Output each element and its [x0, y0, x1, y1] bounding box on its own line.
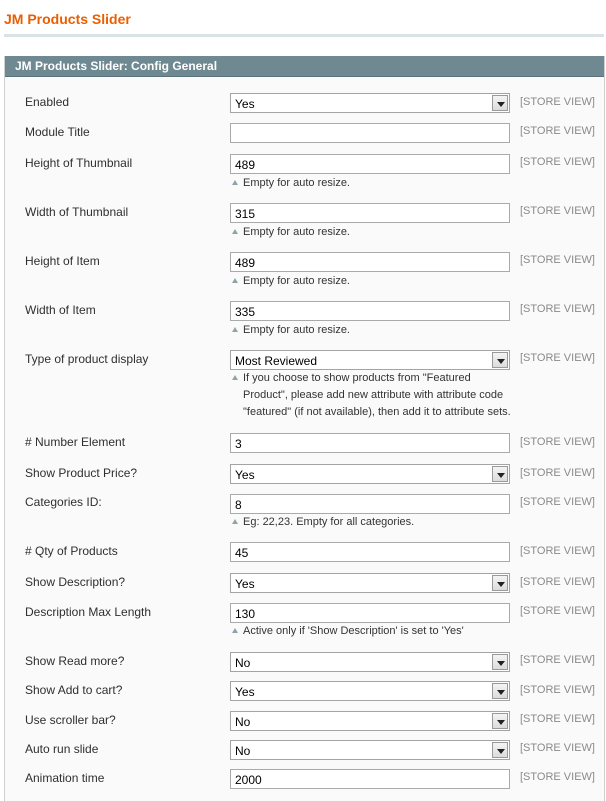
product-display-value: Most Reviewed	[235, 354, 318, 368]
number-element-value: 3	[235, 437, 242, 451]
width-thumbnail-note	[232, 224, 517, 241]
desc-max-length-input[interactable]	[230, 603, 510, 623]
module-title-scope: [STORE VIEW]	[520, 125, 595, 137]
desc-max-length-label: Description Max Length	[25, 605, 152, 619]
height-thumbnail-input[interactable]	[230, 154, 510, 174]
show-add-to-cart-select[interactable]	[230, 681, 510, 701]
show-read-more-scope: [STORE VIEW]	[520, 654, 595, 666]
chevron-down-icon[interactable]	[492, 654, 508, 670]
width-thumbnail-value: 315	[235, 207, 256, 221]
chevron-down-icon[interactable]	[492, 683, 508, 699]
desc-max-length-note	[232, 623, 517, 640]
width-item-label: Width of Item	[25, 303, 96, 317]
use-scroller-scope: [STORE VIEW]	[520, 713, 595, 725]
show-price-select[interactable]	[230, 464, 510, 484]
note-arrow-icon	[232, 327, 238, 332]
enabled-select[interactable]	[230, 93, 510, 113]
height-item-input[interactable]	[230, 252, 510, 272]
show-description-value: Yes	[235, 577, 255, 591]
height-item-label: Height of Item	[25, 254, 100, 268]
page-title: JM Products Slider	[4, 11, 131, 27]
height-thumbnail-label: Height of Thumbnail	[25, 156, 133, 170]
auto-run-select[interactable]	[230, 740, 510, 760]
qty-products-label: # Qty of Products	[25, 544, 118, 558]
animation-time-label: Animation time	[25, 771, 105, 785]
height-thumbnail-note	[232, 175, 517, 192]
note-arrow-icon	[232, 229, 238, 234]
chevron-down-icon[interactable]	[492, 742, 508, 758]
number-element-scope: [STORE VIEW]	[520, 436, 595, 448]
use-scroller-value: No	[235, 715, 251, 729]
use-scroller-label: Use scroller bar?	[25, 713, 116, 727]
auto-run-value: No	[235, 744, 251, 758]
enabled-value: Yes	[235, 97, 255, 111]
show-read-more-label: Show Read more?	[25, 654, 125, 668]
desc-max-length-scope: [STORE VIEW]	[520, 605, 595, 617]
enabled-scope: [STORE VIEW]	[520, 96, 595, 108]
show-add-to-cart-label: Show Add to cart?	[25, 683, 123, 697]
qty-products-scope: [STORE VIEW]	[520, 545, 595, 557]
product-display-note	[232, 370, 517, 421]
width-item-note	[232, 322, 517, 339]
note-text: Empty for auto resize.	[243, 275, 350, 287]
height-item-value: 489	[235, 256, 256, 270]
note-text: Empty for auto resize.	[243, 324, 350, 336]
note-text: Empty for auto resize.	[243, 226, 350, 238]
note-text: Active only if 'Show Description' is set to 'Yes'	[243, 625, 464, 637]
categories-id-scope: [STORE VIEW]	[520, 496, 595, 508]
use-scroller-select[interactable]	[230, 711, 510, 731]
show-price-label: Show Product Price?	[25, 466, 138, 480]
note-text: Empty for auto resize.	[243, 177, 350, 189]
categories-id-label: Categories ID:	[25, 495, 102, 509]
show-price-value: Yes	[235, 468, 255, 482]
desc-max-length-value: 130	[235, 607, 256, 621]
height-item-scope: [STORE VIEW]	[520, 254, 595, 266]
show-description-select[interactable]	[230, 573, 510, 593]
categories-id-input[interactable]	[230, 494, 510, 514]
categories-id-note	[232, 514, 517, 531]
enabled-label: Enabled	[25, 95, 70, 109]
show-description-label: Show Description?	[25, 575, 126, 589]
show-description-scope: [STORE VIEW]	[520, 576, 595, 588]
chevron-down-icon[interactable]	[492, 713, 508, 729]
auto-run-scope: [STORE VIEW]	[520, 742, 595, 754]
chevron-down-icon[interactable]	[492, 466, 508, 482]
width-thumbnail-label: Width of Thumbnail	[25, 205, 129, 219]
width-item-input[interactable]	[230, 301, 510, 321]
width-item-value: 335	[235, 305, 256, 319]
note-line-3: "featured" (if not available), then add it to attribute sets.	[243, 406, 511, 418]
height-thumbnail-scope: [STORE VIEW]	[520, 156, 595, 168]
module-title-input[interactable]	[230, 123, 510, 143]
categories-id-value: 8	[235, 498, 242, 512]
note-arrow-icon	[232, 375, 238, 380]
show-add-to-cart-value: Yes	[235, 685, 255, 699]
width-item-scope: [STORE VIEW]	[520, 303, 595, 315]
note-text: Eg: 22,23. Empty for all categories.	[243, 516, 415, 528]
show-read-more-value: No	[235, 656, 251, 670]
qty-products-value: 45	[235, 546, 249, 560]
height-item-note	[232, 273, 517, 290]
section-header[interactable]	[5, 56, 604, 77]
show-add-to-cart-scope: [STORE VIEW]	[520, 684, 595, 696]
qty-products-input[interactable]	[230, 542, 510, 562]
note-arrow-icon	[232, 519, 238, 524]
animation-time-value: 2000	[235, 773, 262, 787]
chevron-down-icon[interactable]	[492, 95, 508, 111]
module-title-label: Module Title	[25, 125, 90, 139]
note-arrow-icon	[232, 180, 238, 185]
show-read-more-select[interactable]	[230, 652, 510, 672]
product-display-label: Type of product display	[25, 352, 149, 366]
width-thumbnail-scope: [STORE VIEW]	[520, 205, 595, 217]
number-element-label: # Number Element	[25, 435, 126, 449]
product-display-scope: [STORE VIEW]	[520, 352, 595, 364]
animation-time-scope: [STORE VIEW]	[520, 771, 595, 783]
show-price-scope: [STORE VIEW]	[520, 467, 595, 479]
height-thumbnail-value: 489	[235, 158, 256, 172]
width-thumbnail-input[interactable]	[230, 203, 510, 223]
auto-run-label: Auto run slide	[25, 742, 99, 756]
section-title: JM Products Slider: Config General	[15, 59, 218, 73]
note-arrow-icon	[232, 628, 238, 633]
chevron-down-icon[interactable]	[492, 352, 508, 368]
note-arrow-icon	[232, 278, 238, 283]
note-line-1: If you choose to show products from "Featured	[243, 372, 471, 384]
title-divider	[4, 34, 604, 37]
animation-time-input[interactable]	[230, 769, 510, 789]
note-line-2: Product", please add new attribute with attribute code	[243, 389, 504, 401]
number-element-input[interactable]	[230, 433, 510, 453]
chevron-down-icon[interactable]	[492, 575, 508, 591]
product-display-select[interactable]	[230, 350, 510, 370]
